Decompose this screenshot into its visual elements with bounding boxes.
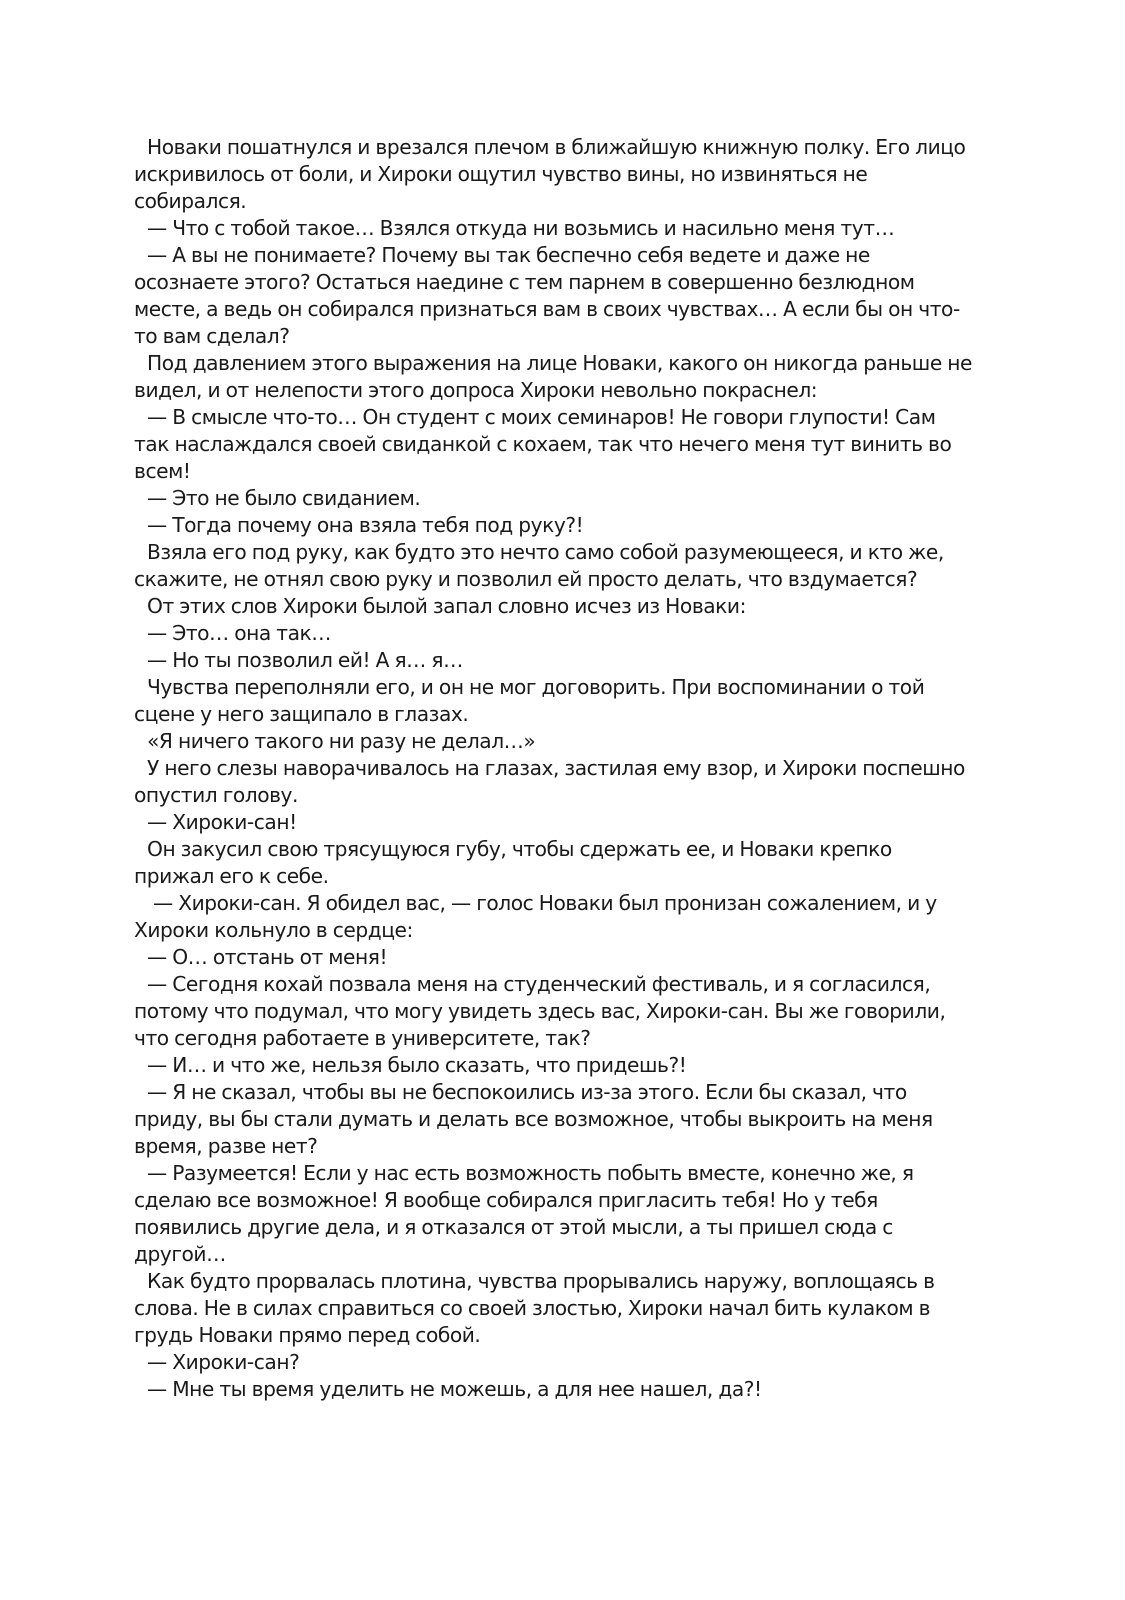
paragraph: Новаки пошатнулся и врезался плечом в ближайшую книжную полку. Его лицо искривилось от боли, и Хироки ощутил чувство вины, но извиняться не собирался. (134, 135, 966, 213)
paragraph: — Но ты позволил ей! А я… я… (147, 648, 463, 672)
paragraph: — И… и что же, нельзя было сказать, что придешь?! (147, 1053, 687, 1077)
paragraph: Под давлением этого выражения на лице Новаки, какого он никогда раньше не видел, и от нелепости этого допроса Хироки невольно покраснел: (134, 351, 972, 402)
paragraph: — Мне ты время уделить не можешь, а для нее нашел, да?! (147, 1377, 762, 1401)
paragraph: — В смысле что-то… Он студент с моих семинаров! Не говори глупости! Сам так наслаждался своей свиданкой с кохаем, так что нечего меня тут винить во всем! (134, 405, 952, 483)
paragraph: Он закусил свою трясущуюся губу, чтобы сдержать ее, и Новаки крепко прижал его к себе. (134, 837, 892, 888)
document-page (134, 134, 974, 1403)
paragraph: — Сегодня кохай позвала меня на студенческий фестиваль, и я согласился, потому что подумал, что могу увидеть здесь вас, Хироки-сан. Вы же говорили, что сегодня работаете в университете, так? (134, 972, 946, 1050)
paragraph: — Хироки-сан! (147, 810, 297, 834)
paragraph: От этих слов Хироки былой запал словно исчез из Новаки: (147, 594, 746, 618)
paragraph: — Это не было свиданием. (147, 486, 421, 510)
paragraph: — Что с тобой такое… Взялся откуда ни возьмись и насильно меня тут… (147, 216, 895, 240)
paragraph: — Это… она так… (147, 621, 332, 645)
paragraph: — Тогда почему она взяла тебя под руку?! (147, 513, 584, 537)
paragraph: У него слезы наворачивалось на глазах, застилая ему взор, и Хироки поспешно опустил голову. (134, 756, 965, 807)
paragraph: — Я не сказал, чтобы вы не беспокоились из-за этого. Если бы сказал, что приду, вы бы стали думать и делать все возможное, чтобы выкроить на меня время, разве нет? (134, 1080, 933, 1158)
paragraph: — Хироки-сан? (147, 1350, 300, 1374)
paragraph: — О… отстань от меня! (147, 945, 388, 969)
paragraph: — Хироки-сан. Я обидел вас, — голос Новаки был пронизан сожалением, и у Хироки кольнуло в сердце: (134, 891, 937, 942)
paragraph: Взяла его под руку, как будто это нечто само собой разумеющееся, и кто же, скажите, не отнял свою руку и позволил ей просто делать, что вздумается? (134, 540, 944, 591)
paragraph: Как будто прорвалась плотина, чувства прорывались наружу, воплощаясь в слова. Не в силах справиться со своей злостью, Хироки начал бить кулаком в грудь Новаки прямо перед собой. (134, 1269, 935, 1347)
paragraph: «Я ничего такого ни разу не делал…» (147, 729, 536, 753)
paragraph: — А вы не понимаете? Почему вы так беспечно себя ведете и даже не осознаете этого? Остаться наедине с тем парнем в совершенно безлюдном месте, а ведь он собирался признаться вам в своих чувствах… А если бы он что-то вам сделал? (134, 243, 960, 348)
paragraph: Чувства переполняли его, и он не мог договорить. При воспоминании о той сцене у него защипало в глазах. (134, 675, 925, 726)
paragraph: — Разумеется! Если у нас есть возможность побыть вместе, конечно же, я сделаю все возможное! Я вообще собирался пригласить тебя! Но у тебя появились другие дела, и я отказался от этой мысли, а ты пришел сюда с другой… (134, 1161, 914, 1266)
